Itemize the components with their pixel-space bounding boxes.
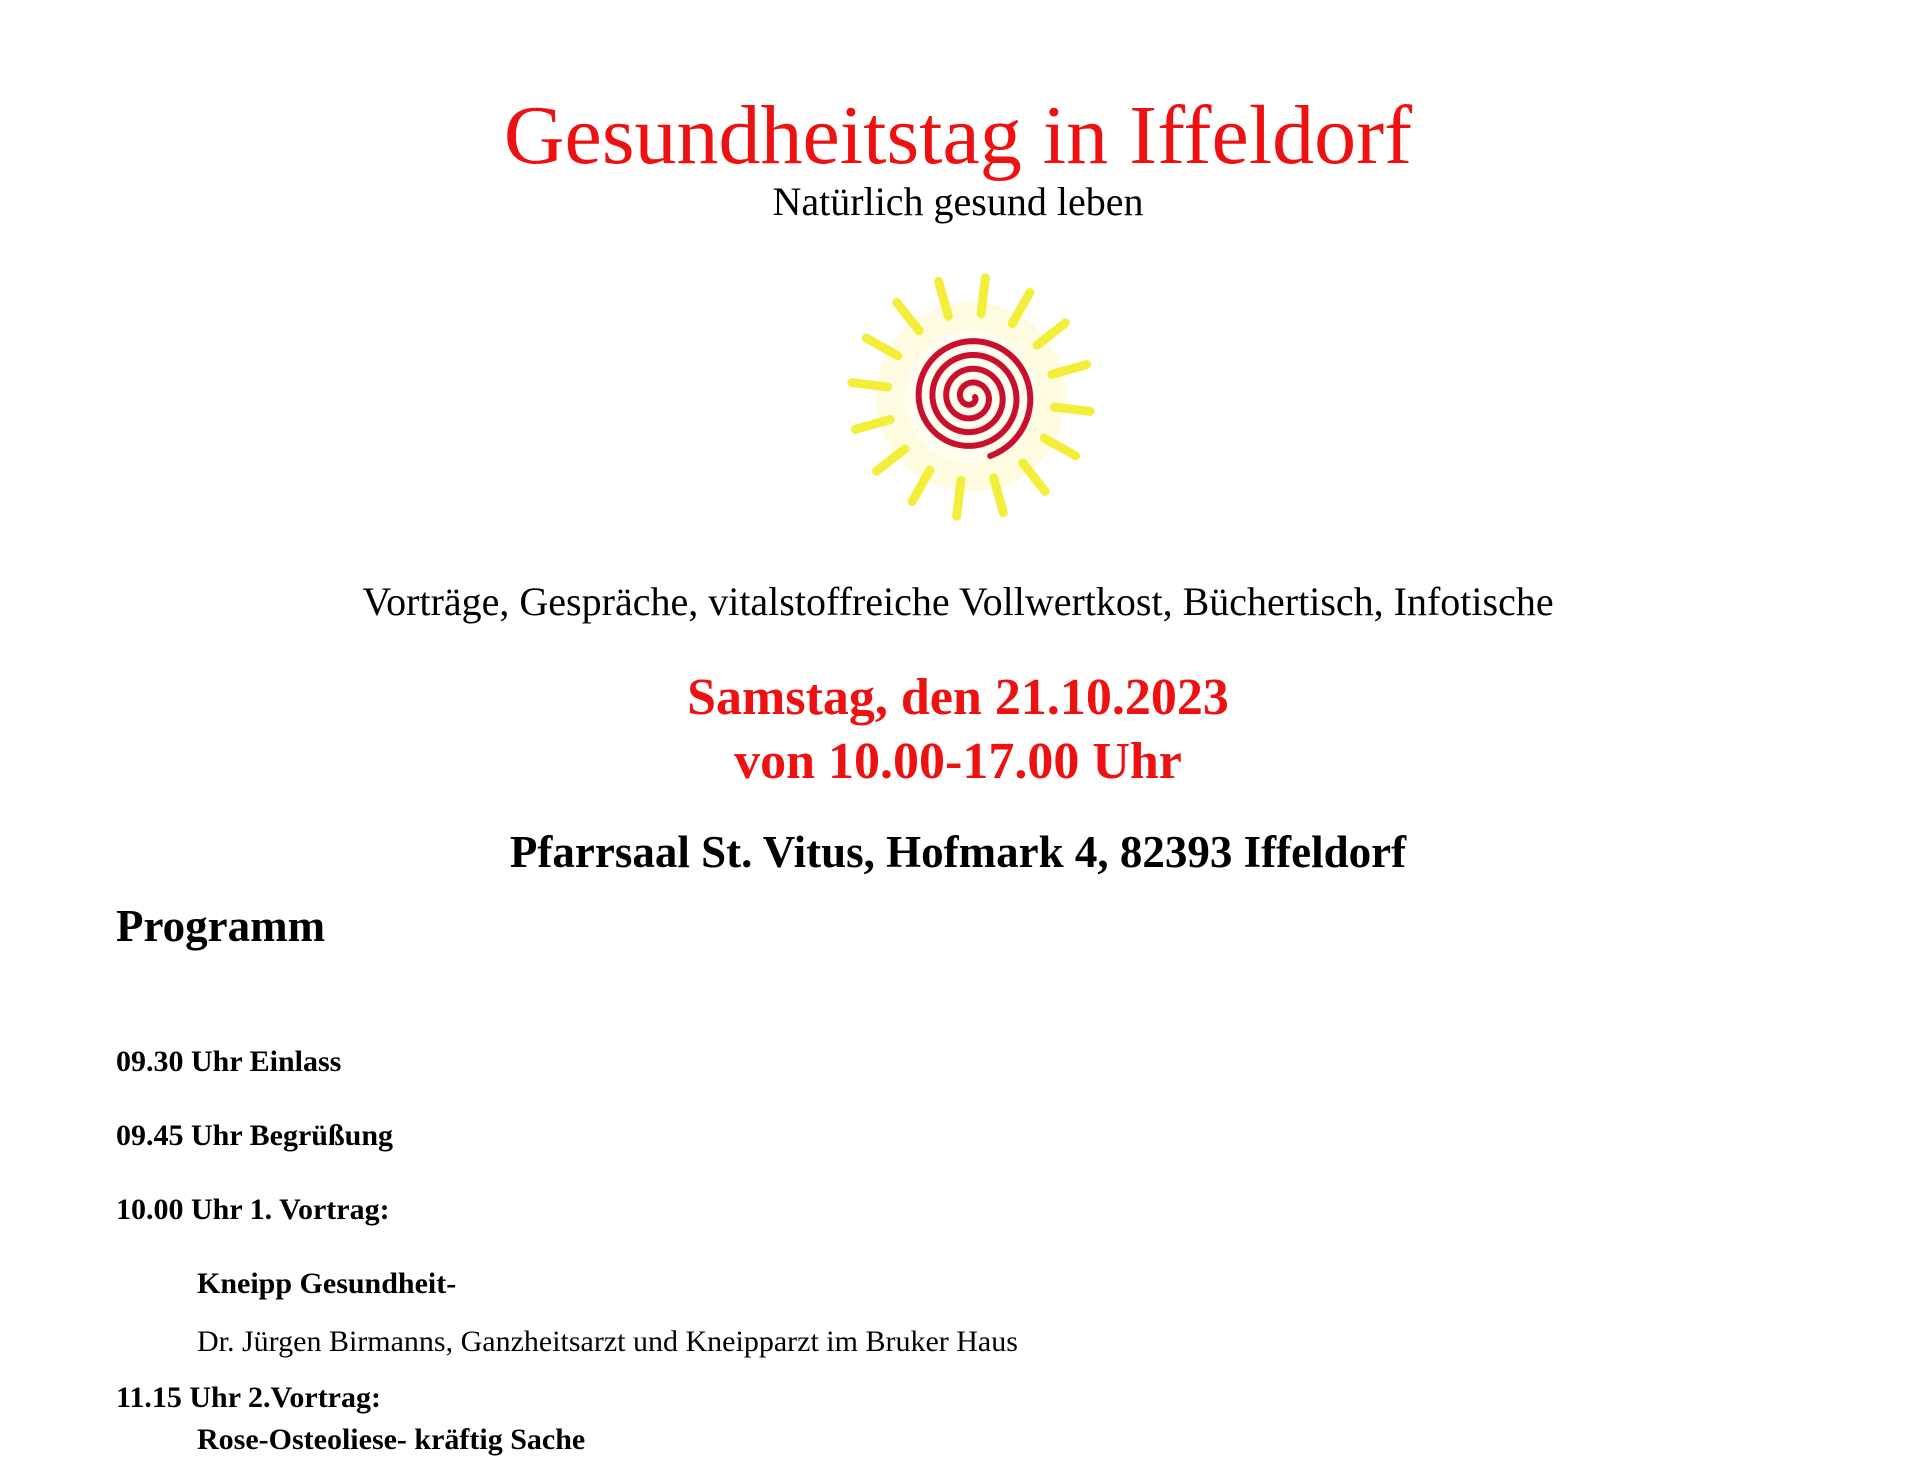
program-heading: Programm bbox=[116, 901, 326, 951]
features-line: Vorträge, Gespräche, vitalstoffreiche Vollwertkost, Büchertisch, Infotische bbox=[362, 579, 1554, 624]
sun-ray bbox=[957, 480, 961, 516]
page-title: Gesundheitstag in Iffeldorf bbox=[503, 89, 1413, 182]
sun-ray bbox=[981, 278, 985, 314]
program-item: 09.30 Uhr Einlass bbox=[116, 1045, 342, 1078]
event-time: von 10.00-17.00 Uhr bbox=[734, 733, 1182, 790]
program-item: 11.15 Uhr 2.Vortrag: bbox=[116, 1381, 381, 1414]
event-venue: Pfarrsaal St. Vitus, Hofmark 4, 82393 Iffeldorf bbox=[509, 827, 1407, 877]
program-item: 10.00 Uhr 1. Vortrag: bbox=[116, 1193, 390, 1226]
sun-ray bbox=[1054, 407, 1090, 411]
program-speaker: Dr. Jürgen Birmanns, Ganzheitsarzt und Kneipparzt im Bruker Haus bbox=[197, 1325, 1018, 1358]
program-talk-title: Rose-Osteoliese- kräftig Sache bbox=[197, 1423, 586, 1456]
sun-spiral-logo-icon bbox=[842, 268, 1100, 526]
program-talk-title-cut bbox=[197, 1423, 797, 1456]
program-item: 09.45 Uhr Begrüßung bbox=[116, 1119, 394, 1152]
page-subtitle: Natürlich gesund leben bbox=[772, 179, 1144, 224]
program-talk-title: Kneipp Gesundheit- bbox=[197, 1267, 457, 1300]
event-date: Samstag, den 21.10.2023 bbox=[687, 669, 1229, 726]
sun-ray bbox=[852, 383, 888, 387]
